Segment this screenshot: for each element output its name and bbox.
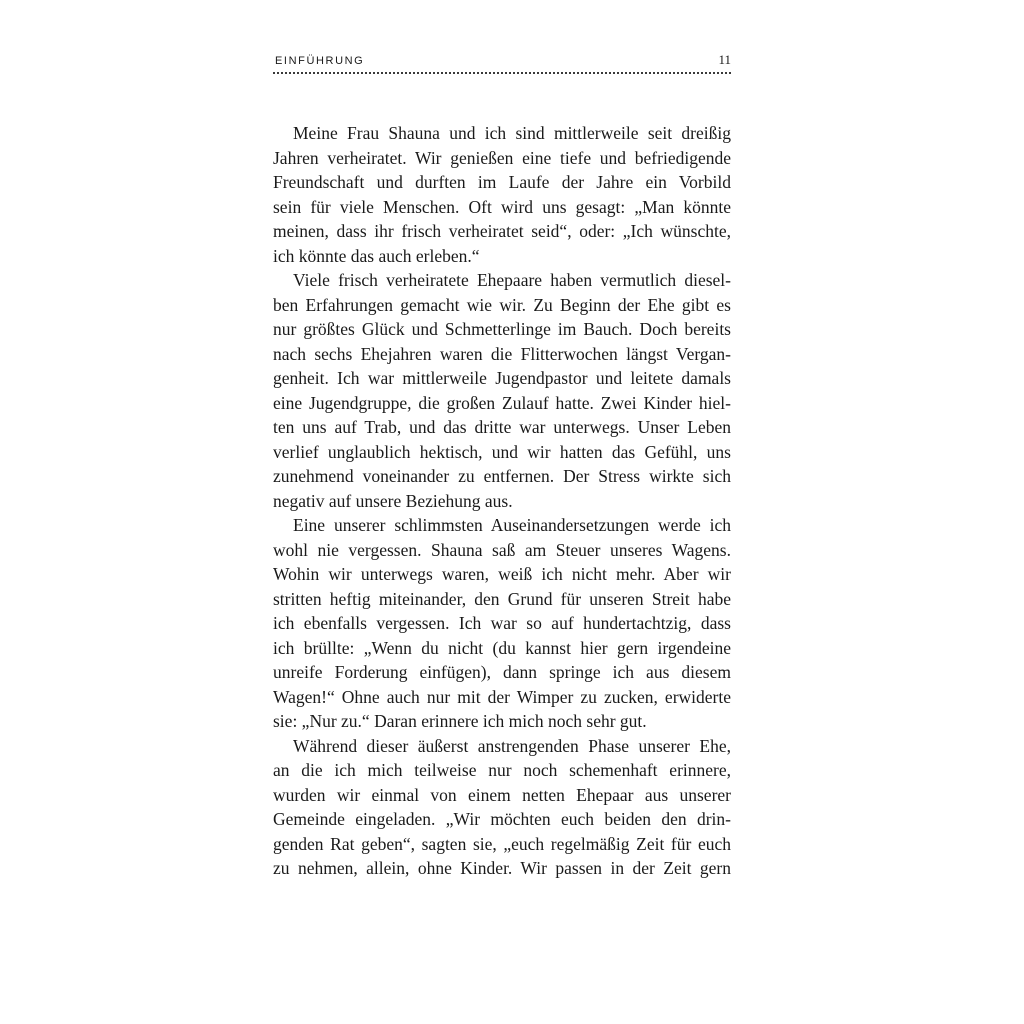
paragraph [273,268,731,513]
text-line: Meine Frau Shauna und ich sind mittlerweile seit dreißig [293,123,731,143]
text-line: an die ich mich teilweise nur noch schemenhaft erinnere, [273,760,731,780]
text-line: Wohin wir unterwegs waren, weiß ich nicht mehr. Aber wir [273,564,731,584]
text-line: Wagen!“ Ohne auch nur mit der Wimper zu zucken, erwiderte [273,686,731,707]
text-line: verlief unglaublich hektisch, und wir hatten das Gefühl, uns [273,441,731,462]
page-number: 11 [718,52,731,67]
text-line: negativ auf unsere Beziehung aus. [273,490,513,511]
text-line: sein für viele Menschen. Oft wird uns gesagt: „Man könnte [273,196,731,217]
text-line: unreife Forderung einfügen), dann springe ich aus diesem [273,662,731,682]
text-line: nur größtes Glück und Schmetterlinge im Bauch. Doch bereits [273,319,731,339]
body-text [273,121,731,881]
text-line: Viele frisch verheiratete Ehepaare haben vermutlich diesel- [293,270,731,290]
text-line: Gemeinde eingeladen. „Wir möchten euch beiden den drin- [273,809,731,829]
text-line: ten uns auf Trab, und das dritte war unterwegs. Unser Leben [273,417,731,437]
paragraph [273,121,731,268]
text-line: eine Jugendgruppe, die großen Zulauf hatte. Zwei Kinder hiel- [273,392,731,413]
text-line: Eine unserer schlimmsten Auseinandersetzungen werde ich [293,515,731,535]
text-line: ich könnte das auch erleben.“ [273,245,480,266]
text-line: Freundschaft und durften im Laufe der Jahre ein Vorbild [273,172,731,192]
paragraph [273,513,731,734]
text-line: zu nehmen, allein, ohne Kinder. Wir passen in der Zeit gern [273,858,731,878]
text-line: stritten heftig miteinander, den Grund für unseren Streit habe [273,588,731,609]
text-line: genheit. Ich war mittlerweile Jugendpastor und leitete damals [273,368,731,388]
text-line: Jahren verheiratet. Wir genießen eine tiefe und befriedigende [273,147,731,168]
text-line: meinen, dass ihr frisch verheiratet seid“, oder: „Ich wünschte, [273,221,731,241]
paragraph [273,734,731,881]
book-page [273,48,731,878]
text-line: zunehmend voneinander zu entfernen. Der Stress wirkte sich [273,466,731,486]
running-header [273,48,731,74]
text-line: ich ebenfalls vergessen. Ich war so auf hundertachtzig, dass [273,613,731,633]
text-line: wurden wir einmal von einem netten Ehepaar aus unserer [273,784,731,805]
text-line: ben Erfahrungen gemacht wie wir. Zu Beginn der Ehe gibt es [273,294,731,315]
text-line: genden Rat geben“, sagten sie, „euch regelmäßig Zeit für euch [273,833,731,854]
text-line: sie: „Nur zu.“ Daran erinnere ich mich noch sehr gut. [273,711,647,731]
text-line: wohl nie vergessen. Shauna saß am Steuer unseres Wagens. [273,539,731,560]
text-line: ich brüllte: „Wenn du nicht (du kannst hier gern irgendeine [273,637,731,658]
text-line: nach sechs Ehejahren waren die Flitterwochen längst Vergan- [273,343,731,364]
section-title: EINFÜHRUNG [275,55,365,67]
text-line: Während dieser äußerst anstrengenden Phase unserer Ehe, [293,735,731,756]
